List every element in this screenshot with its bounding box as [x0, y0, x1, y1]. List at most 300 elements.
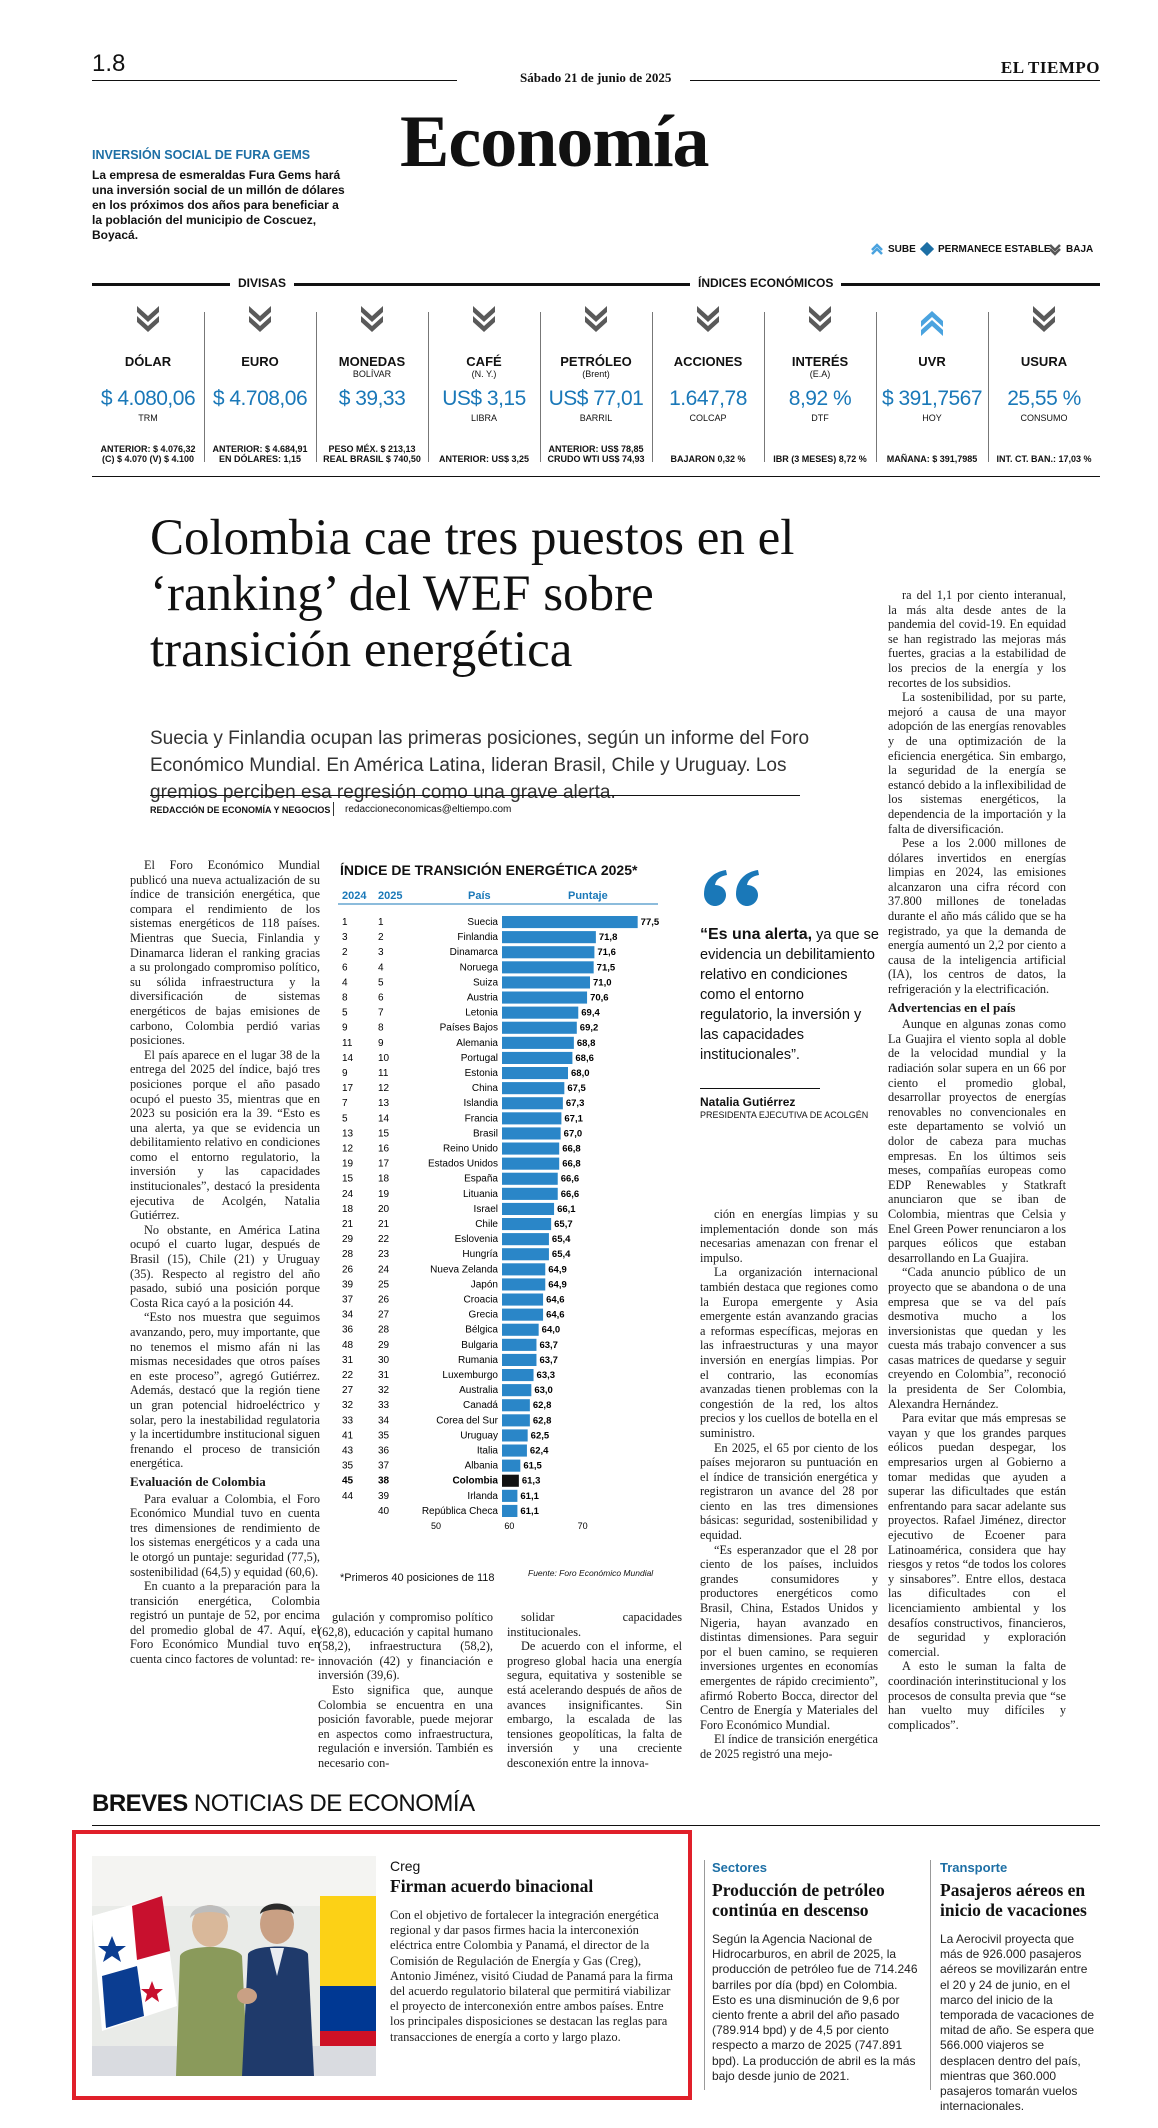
byline: REDACCIÓN DE ECONOMÍA Y NEGOCIOS — [150, 805, 331, 815]
chart-rank-2024: 6 — [342, 962, 348, 974]
quote-rule — [700, 1088, 820, 1089]
chart-bar — [502, 1263, 545, 1275]
indicator-name: MONEDAS — [338, 354, 406, 369]
page-number: 1.8 — [92, 50, 126, 77]
chart-value-label: 65,4 — [551, 1234, 571, 1246]
chart-value-label: 64,6 — [546, 1309, 565, 1321]
chart-rank-2024: 32 — [342, 1400, 354, 1412]
divisas-label: DIVISAS — [230, 276, 294, 290]
chart-country-label: Irlanda — [467, 1490, 498, 1502]
chart-bar — [502, 1309, 543, 1321]
chart-value-label: 63,3 — [536, 1370, 556, 1381]
indicator-separator — [764, 312, 765, 462]
chart-country-label: China — [471, 1083, 498, 1095]
chart-bar — [502, 1324, 539, 1336]
brief-third-kicker: Transporte — [940, 1860, 1008, 1875]
chart-bar — [502, 1475, 519, 1487]
chart-value-label: 70,6 — [590, 992, 609, 1004]
issue-date: Sábado 21 de junio de 2025 — [520, 70, 672, 85]
col1-paragraph: El Foro Económico Mundial publicó una nueva actualización de su índice de transición energética, que compara el rendimiento de los sistemas energéticos de 118 países. Mientras que Suecia, Finlandia y Dinamarca lideran el ranking gracias a su prolongado compromiso político, su sólida infraestructura y la diversificación de sistemas energéticos de bajas emisiones de carbono, Colombia perdió varias posiciones. — [130, 858, 320, 1048]
col2-paragraph: gulación y compromiso político (62,8), educación y capital humano (58,2), infraestructura (58,2), innovación (42) y financiación e inversión (39,6). — [318, 1610, 493, 1683]
indicator-value: 25,55 % — [1007, 387, 1081, 410]
chart-country-label: Letonia — [465, 1007, 498, 1019]
legend-up — [870, 242, 916, 256]
col5b-paragraph: Aunque en algunas zonas como La Guajira el viento sopla al doble de la velocidad mundial y la radiación solar supera en un 66 por ciento el promedio global, desarrollar proyectos de energías renovables no convencionales en este departamento se volvió un dolor de cabeza para muchas empresas. En los últimos seis meses, compañías europeas como EDP Renewables y Statkraft anunciaron que se iban de Colombia, mientras que Celsia y Enel Green Power renunciaron a los parques eólicos que estaban desarrollando en La Guajira. — [888, 1017, 1066, 1265]
indicator-usura — [988, 306, 1100, 464]
chart-rank-2025: 34 — [378, 1415, 390, 1427]
chart-rank-2025: 32 — [378, 1385, 390, 1397]
chart-bar — [502, 1067, 568, 1079]
chart-bar — [502, 1173, 558, 1185]
indicator-foot1: ANTERIOR: $ 4.684,91 — [212, 444, 308, 454]
chart-rank-2025: 19 — [378, 1188, 390, 1200]
chart-rank-2025: 5 — [378, 977, 384, 989]
chart-rank-2024: 29 — [342, 1234, 354, 1246]
chart-value-label: 63,0 — [534, 1385, 553, 1397]
col1b-paragraph: En cuanto a la preparación para la transición energética, Colombia registró un puntaje de 52, por encima del promedio global de 47. Aquí, el Foro Económico Mundial tuvo en cuenta cinco factores de voluntad: re- — [130, 1579, 320, 1667]
chart-rank-2024: 31 — [342, 1354, 354, 1366]
chart-rank-2025: 16 — [378, 1143, 390, 1155]
chart-value-label: 67,5 — [567, 1083, 586, 1095]
breves-rule — [92, 1825, 1100, 1826]
article-subhead: Suecia y Finlandia ocupan las primeras posiciones, según un informe del Foro Económico Mundial. En América Latina, lideran Brasil, Chile y Uruguay. Los gremios perciben esa regresión como una grave alerta. — [150, 728, 810, 803]
chart-country-label: Países Bajos — [439, 1022, 498, 1034]
indicator-unit: COLCAP — [689, 413, 727, 423]
brief-third-body: La Aerocivil proyecta que más de 926.000 pasajeros aéreos se movilizarán entre el 20 y 24 de junio, en el marco del inicio de la temporada de vacaciones de mitad de año. Se espera que 566.000 viajeros se desplacen dentro del país, mientras que 360.000 pasajeros tomarán vuelos internacionales. — [940, 1932, 1095, 2114]
indicator-name: CAFÉ — [466, 354, 502, 369]
col4-paragraph: En 2025, el 65 por ciento de los países mejoraron su puntuación en el índice de transición energética y registraron un avance del 28 por ciento en las tres dimensiones básicas: seguridad, sostenibilidad y equidad. — [700, 1440, 878, 1543]
chart-value-label: 61,1 — [520, 1505, 539, 1517]
fura-headline: INVERSIÓN SOCIAL DE FURA GEMS — [92, 148, 311, 162]
indicator-sub: (Brent) — [582, 369, 610, 379]
indicator-value: $ 4.080,06 — [100, 387, 196, 410]
chart-value-label: 68,6 — [575, 1052, 594, 1064]
chart-value-label: 61,3 — [521, 1475, 541, 1487]
chart-value-label: 64,9 — [548, 1264, 567, 1276]
article-column-2 — [318, 1610, 493, 1771]
chevron-down-icon — [693, 306, 723, 336]
chart-value-label: 67,0 — [563, 1128, 583, 1140]
col5-paragraph: ra del 1,1 por ciento interanual, la más alta desde antes de la pandemia del covid-19. En equidad se han registrado las mejoras más fuertes, gracias a la estabilidad de los precios de la energía y los recortes de los subsidios. — [888, 588, 1066, 690]
col2-paragraph: Esto significa que, aunque Colombia se encuentra en una posición favorable, puede mejorar en aspectos como infraestructura, regulación e inversión. También es necesario con- — [318, 1682, 493, 1770]
col5b-paragraph: “Cada anuncio público de un proyecto que se abandona o de una empresa que se va del país desmotiva mucho a los inversionistas que quedan y les cuesta más trabajo convencer a sus casas matrices de quedarse y seguir creyendo en Colombia”, reconoció la presidenta de Ser Colombia, Alexandra Hernández. — [888, 1265, 1066, 1411]
byline-email[interactable]: redaccioneconomicas@eltiempo.com — [345, 804, 512, 815]
chart-country-label: Australia — [459, 1385, 498, 1397]
strip-bottom-rule — [92, 476, 1100, 477]
chart-rank-2025: 35 — [378, 1430, 390, 1442]
chart-rank-2024: 45 — [342, 1475, 354, 1487]
chart-rank-2025: 38 — [378, 1475, 390, 1487]
indicator-separator — [204, 312, 205, 462]
indicator-name: EURO — [241, 354, 279, 369]
chart-column-header: Puntaje — [568, 890, 608, 902]
chart-country-label: Canadá — [462, 1400, 498, 1412]
article-column-4 — [700, 1207, 878, 1762]
chart-rank-2025: 33 — [378, 1400, 390, 1412]
indicator-petróleo — [540, 306, 652, 464]
pull-quote-rest: ya que se evidencia un debilitamiento relativo en condiciones como el entorno regulatorio, la inversión y las capacidades institucionales”. — [700, 927, 879, 1063]
chart-bar — [502, 1007, 578, 1019]
quote-author: Natalia Gutiérrez — [700, 1095, 796, 1109]
indicator-value: US$ 77,01 — [548, 387, 644, 410]
indices-label: ÍNDICES ECONÓMICOS — [690, 276, 841, 290]
chart-country-label: Noruega — [459, 962, 498, 974]
chart-value-label: 61,5 — [523, 1460, 542, 1472]
brief-second-title: Producción de petróleo continúa en descenso — [712, 1880, 885, 1920]
chart-country-label: Francia — [464, 1113, 498, 1125]
indicator-sub — [652, 369, 764, 379]
chart-country-label: Estonia — [464, 1068, 498, 1079]
chart-rank-2025: 17 — [378, 1158, 390, 1170]
brief-separator-1 — [704, 1860, 705, 2090]
legend-down-label: BAJA — [1066, 243, 1094, 255]
chart-value-label: 68,8 — [576, 1037, 596, 1049]
chart-bar — [502, 1218, 551, 1230]
chart-bar — [502, 1369, 534, 1381]
indicator-foot1: ANTERIOR: US$ 78,85 — [548, 444, 644, 454]
chart-rank-2024: 27 — [342, 1385, 354, 1397]
byline-divider — [333, 802, 334, 816]
indicator-name: UVR — [918, 354, 946, 369]
chart-title: ÍNDICE DE TRANSICIÓN ENERGÉTICA 2025* — [340, 862, 638, 878]
chart-country-label: Eslovenia — [454, 1234, 498, 1246]
chart-rank-2025: 11 — [378, 1068, 389, 1079]
col3-paragraph: De acuerdo con el informe, el progreso global hacia una energía segura, equitativa y sostenible se está acelerando después de años de avances insignificantes. Sin embargo, la escalada de las tensiones geopolíticas, la falta de inversión y una creciente desconexión entre la innova- — [507, 1639, 682, 1770]
header-rule-right — [690, 80, 1100, 81]
chart-bar — [502, 1384, 531, 1396]
chart-bar — [502, 1490, 517, 1502]
breves-title-rest: NOTICIAS DE ECONOMÍA — [193, 1790, 475, 1817]
chart-bar — [502, 1022, 577, 1034]
chart-rank-2024: 26 — [342, 1264, 354, 1276]
chevron-down-icon — [133, 306, 163, 336]
indicator-separator — [988, 312, 989, 462]
chart-country-label: Hungría — [462, 1249, 498, 1261]
chart-bar — [502, 961, 594, 973]
chart-column-header: 2025 — [378, 890, 403, 902]
chart-rank-2024: 12 — [342, 1143, 354, 1155]
chart-country-label: Finlandia — [457, 932, 498, 944]
chart-country-label: España — [464, 1173, 498, 1185]
chart-value-label: 64,6 — [546, 1294, 565, 1306]
legend-stable-label: PERMANECE ESTABLE — [938, 243, 1051, 255]
chart-rank-2024: 9 — [342, 1068, 348, 1079]
chart-rank-2024: 18 — [342, 1203, 354, 1215]
chart-bar — [502, 1112, 561, 1124]
chart-country-label: Portugal — [460, 1052, 498, 1064]
legend-up-label: SUBE — [888, 243, 916, 255]
chart-x-tick: 60 — [504, 1521, 515, 1531]
chart-rank-2024: 24 — [342, 1188, 354, 1200]
indicator-name: ACCIONES — [673, 354, 743, 369]
brief-separator-2 — [930, 1860, 931, 2090]
chart-rank-2025: 1 — [378, 917, 384, 928]
chart-country-label: Alemania — [456, 1037, 498, 1049]
chart-value-label: 61,1 — [520, 1490, 539, 1502]
chart-rank-2024: 37 — [342, 1294, 354, 1306]
chart-rank-2025: 15 — [378, 1128, 390, 1140]
chart-rank-2025: 22 — [378, 1234, 390, 1246]
chart-rank-2025: 27 — [378, 1309, 390, 1321]
indicator-sub: (N. Y.) — [471, 369, 497, 379]
chart-value-label: 68,0 — [571, 1068, 590, 1079]
chart-country-label: Italia — [476, 1445, 498, 1457]
chart-country-label: Uruguay — [460, 1430, 498, 1442]
chart-value-label: 71,5 — [596, 962, 616, 974]
indicator-sub — [876, 369, 988, 379]
byline-rule — [150, 795, 800, 796]
chart-bar — [502, 1097, 563, 1109]
chart-country-label: Rumania — [457, 1354, 498, 1366]
indicator-sub — [988, 369, 1100, 379]
indicator-value: $ 39,33 — [338, 387, 406, 410]
chart-country-label: Estados Unidos — [427, 1158, 498, 1170]
chart-bar — [502, 931, 596, 943]
chart-country-label: Chile — [475, 1219, 498, 1230]
chart-country-label: Corea del Sur — [436, 1415, 498, 1427]
indicator-name: INTERÉS — [791, 354, 849, 369]
chart-bar — [502, 1143, 559, 1155]
chart-value-label: 66,1 — [557, 1203, 576, 1215]
brief-main-kicker: Creg — [390, 1858, 421, 1874]
chart-source: Fuente: Foro Económico Mundial — [528, 1568, 654, 1578]
chart-country-label: Suecia — [467, 917, 498, 928]
chart-rank-2024: 19 — [342, 1158, 354, 1170]
square-icon — [920, 242, 934, 256]
chart-bar — [502, 1429, 528, 1441]
indicator-separator — [876, 312, 877, 462]
chart-bar — [502, 1354, 536, 1366]
indicator-euro — [204, 306, 316, 464]
indicator-unit: CONSUMO — [1020, 413, 1068, 423]
indicator-foot2: EN DÓLARES: 1,15 — [218, 454, 302, 464]
indicator-dólar — [92, 306, 204, 464]
col4-paragraph: ción en energías limpias y su implementación donde son más necesarias amenazan con frenar el impulso. — [700, 1207, 878, 1265]
indicator-value: $ 391,7567 — [881, 387, 983, 410]
chart-rank-2025: 2 — [378, 932, 384, 944]
chart-value-label: 66,6 — [560, 1173, 580, 1185]
indicator-unit: BARRIL — [579, 413, 613, 423]
col5b-paragraph: Para evitar que más empresas se vayan y que los grandes parques eólicos puedan despegar, los empresarios urgen al Gobierno a tomar medidas que ayuden a superar las dificultades que están enfrentando para sacar adelante sus proyectos. Rafael Jiménez, director ejecutivo de Ecoener para Latinoamérica, considera que hay riesgos y retos “de todos los colores y sinsabores”. Entre ellos, destaca las dificultades con el licenciamiento ambiental y los desafíos constructivos, financieros, de seguridad y exploración comercial. — [888, 1411, 1066, 1659]
chart-note: *Primeros 40 posiciones de 118 — [340, 1572, 495, 1584]
indicator-foot2: ANTERIOR: US$ 3,25 — [438, 454, 530, 464]
chart-rank-2024: 5 — [342, 1007, 348, 1019]
chart-value-label: 66,6 — [560, 1188, 580, 1200]
chart-bar — [502, 946, 594, 958]
chart-bar — [502, 1052, 572, 1064]
chart-column-header: 2024 — [342, 890, 367, 902]
chart-rank-2024: 33 — [342, 1415, 354, 1427]
indicator-sub: (E.A) — [809, 369, 831, 379]
chevron-down-icon — [469, 306, 499, 336]
chart-rank-2025: 8 — [378, 1022, 384, 1034]
chart-bar — [502, 1505, 517, 1517]
chart-country-label: Reino Unido — [442, 1143, 498, 1155]
chart-value-label: 65,4 — [551, 1249, 571, 1261]
chart-country-label: Albania — [464, 1460, 498, 1472]
legend-stable — [920, 242, 1051, 256]
chart-value-label: 77,5 — [640, 917, 660, 928]
section-title: Economía — [400, 101, 709, 183]
indicator-acciones — [652, 306, 764, 464]
chart-rank-2025: 13 — [378, 1098, 390, 1110]
chart-country-label: Japón — [470, 1279, 498, 1291]
chart-bar — [502, 1158, 559, 1170]
chart-rank-2024: 44 — [342, 1490, 354, 1502]
chart-rank-2025: 39 — [378, 1490, 390, 1502]
chart-value-label: 63,7 — [539, 1339, 558, 1351]
chart-value-label: 66,8 — [562, 1143, 581, 1155]
chart-rank-2025: 36 — [378, 1445, 390, 1457]
indicator-unit: HOY — [922, 413, 942, 423]
chart-country-label: Nueva Zelanda — [430, 1264, 498, 1276]
chart-country-label: Grecia — [468, 1309, 498, 1321]
chart-value-label: 66,8 — [562, 1158, 581, 1170]
chart-rank-2025: 24 — [378, 1264, 390, 1276]
chart-rank-2024: 13 — [342, 1128, 354, 1140]
chart-rank-2025: 9 — [378, 1037, 384, 1049]
chart-rank-2024: 9 — [342, 1022, 348, 1034]
indicator-value: 1.647,78 — [669, 387, 747, 410]
chart-x-tick: 70 — [577, 1521, 588, 1531]
chart-bar — [502, 916, 638, 928]
chart-value-label: 69,2 — [579, 1022, 599, 1034]
brief-main-body: Con el objetivo de fortalecer la integración energética regional y dar pasos firmes hacia la interconexión eléctrica entre Colombia y Panamá, el director de la Comisión de Regulación de Energía y Gas (Creg), Antonio Jiménez, visitó Ciudad de Panamá para la firma del acuerdo regulatorio bilateral que permitirá viabilizar el proyecto de interconexión entre ambos países. Entre los principales disposiciones se destacan las reglas para transacciones de energía a corto y largo plazo. — [390, 1908, 673, 2044]
chart-value-label: 71,6 — [597, 947, 616, 959]
indicator-foot1: PESO MÉX. $ 213,13 — [328, 444, 416, 454]
chart-rank-2025: 29 — [378, 1339, 390, 1351]
indicator-foot2: INT. CT. BAN.: 17,03 % — [996, 454, 1092, 464]
chart-value-label: 71,0 — [593, 977, 612, 989]
chart-country-label: Colombia — [452, 1475, 498, 1487]
chart-rank-2025: 40 — [378, 1505, 390, 1517]
chart-bar — [502, 976, 590, 988]
chart-bar — [502, 1037, 574, 1049]
indicator-name: DÓLAR — [124, 354, 172, 369]
chart-rank-2024: 11 — [342, 1037, 353, 1049]
chart-rank-2024: 48 — [342, 1339, 354, 1351]
chart-bar — [502, 1460, 520, 1472]
chart-rank-2024: 5 — [342, 1113, 348, 1125]
indicator-foot2: REAL BRASIL $ 740,50 — [323, 454, 421, 464]
chart-rank-2024: 2 — [342, 947, 348, 959]
brief-main-title: Firman acuerdo binacional — [390, 1876, 594, 1896]
chart-column-header: País — [468, 890, 491, 902]
chart-value-label: 65,7 — [554, 1219, 573, 1230]
chart-rank-2025: 31 — [378, 1370, 390, 1381]
chevron-down-icon — [357, 306, 387, 336]
chart-rank-2024: 22 — [342, 1370, 354, 1381]
chart-bar — [502, 1203, 554, 1215]
col1-paragraph: No obstante, en América Latina ocupó el cuarto lugar, después de Brasil (15), Chile (21) y Uruguay (35). Respecto al registro del año pasado, subió una posición porque Costa Rica cayó a la posición 44. — [130, 1222, 320, 1310]
indicator-name: USURA — [1020, 354, 1068, 369]
chart-value-label: 67,1 — [564, 1113, 583, 1125]
chart-value-label: 64,0 — [541, 1324, 561, 1336]
chart-rank-2025: 3 — [378, 947, 384, 959]
chart-bar — [502, 1294, 543, 1306]
chart-country-label: Israel — [473, 1203, 498, 1215]
chart-bar — [502, 1278, 545, 1290]
quote-author-role: PRESIDENTA EJECUTIVA DE ACOLGÉN — [700, 1110, 869, 1120]
chart-country-label: Lituania — [462, 1188, 498, 1200]
chart-rank-2024: 7 — [342, 1098, 348, 1110]
col5-paragraph: Pese a los 2.000 millones de dólares invertidos en energías limpias en 2024, las emisiones alcanzaron una cifra récord con 37.800 millones de toneladas durante el año más cálido que se ha registrado, ya que la demanda de energía aumentó un 2,2 por ciento a causa de la inteligencia artificial (IA), los centros de datos, la refrigeración y la electrificación. — [888, 836, 1066, 997]
chart-bar — [502, 1414, 530, 1426]
chart-country-label: Luxemburgo — [442, 1370, 498, 1381]
col3-paragraph: solidar capacidades institucionales. — [507, 1610, 682, 1639]
chart-rank-2025: 7 — [378, 1007, 384, 1019]
header-rule-left — [92, 80, 457, 81]
chart-rank-2025: 37 — [378, 1460, 390, 1472]
chart-country-label: Austria — [466, 992, 498, 1004]
chart-country-label: Brasil — [472, 1128, 498, 1140]
article-column-1 — [130, 858, 320, 1667]
chevron-down-icon — [805, 306, 835, 336]
chart-rank-2024: 41 — [342, 1430, 354, 1442]
indicator-value: 8,92 % — [788, 387, 852, 410]
breves-title — [92, 1790, 475, 1818]
indicator-foot1: ANTERIOR: $ 4.076,32 — [100, 444, 196, 454]
chart-value-label: 62,8 — [532, 1415, 552, 1427]
chevron-down-icon — [1029, 306, 1059, 336]
chart-rank-2024: 35 — [342, 1460, 354, 1472]
chart-bar — [502, 1339, 536, 1351]
brief-second-kicker: Sectores — [712, 1860, 767, 1875]
chart-rank-2025: 26 — [378, 1294, 390, 1306]
brief-third-title: Pasajeros aéreos en inicio de vacaciones — [940, 1880, 1087, 1920]
chart-country-label: Croacia — [463, 1294, 498, 1306]
brief-second-body: Según la Agencia Nacional de Hidrocarburos, en abril de 2025, la producción de petróleo fue de 714.246 barriles por día (bpd) en Colombia. Esto es una disminución de 9,6 por ciento frente a abril del año pasado (789.914 bpd) y de 4,5 por ciento respecto a marzo de 2025 (747.891 bpd). La producción de abril es la más bajo desde junio de 2021. — [712, 1932, 918, 2083]
indicator-uvr — [876, 306, 988, 464]
chevron-down-icon — [1048, 242, 1062, 256]
chart-rank-2025: 25 — [378, 1279, 390, 1291]
chart-rank-2025: 6 — [378, 992, 384, 1004]
chart-rank-2025: 23 — [378, 1249, 390, 1261]
indicator-foot2: MAÑANA: $ 391,7985 — [886, 454, 978, 464]
chevron-up-icon — [917, 306, 947, 336]
breves-title-bold: BREVES — [92, 1790, 188, 1817]
legend-down — [1048, 242, 1093, 256]
chart-rank-2025: 10 — [378, 1052, 390, 1064]
chart-rank-2024: 17 — [342, 1083, 354, 1095]
article-headline: Colombia cae tres puestos en el ‘ranking’ del WEF sobre transición energética — [150, 510, 795, 678]
chevron-down-icon — [581, 306, 611, 336]
fura-body: La empresa de esmeraldas Fura Gems hará una inversión social de un millón de dólares en los próximos dos años para beneficiar a la población del municipio de Coscuez, Boyacá. — [92, 168, 345, 242]
signing-photo — [92, 1856, 376, 2076]
chart-country-label: República Checa — [421, 1505, 498, 1517]
indicator-separator — [428, 312, 429, 462]
energy-transition-chart — [338, 885, 668, 1545]
col5b-paragraph: A esto le suman la falta de coordinación interinstitucional y los procesos de consulta previa que “se han vuelto muy difíciles y complicados”. — [888, 1659, 1066, 1732]
chart-rank-2025: 21 — [378, 1219, 390, 1230]
chart-value-label: 64,9 — [548, 1279, 567, 1291]
chart-rank-2024: 1 — [342, 917, 348, 928]
indicator-value: US$ 3,15 — [442, 387, 526, 410]
subhead-advertencias: Advertencias en el país — [888, 999, 1016, 1015]
pull-quote-lead: “Es una alerta, — [700, 926, 813, 943]
chart-country-label: Islandia — [463, 1098, 498, 1110]
chart-rank-2025: 28 — [378, 1324, 390, 1336]
chart-value-label: 67,3 — [565, 1098, 585, 1110]
chart-bar — [502, 1188, 558, 1200]
chart-bar — [502, 1248, 549, 1260]
chart-rank-2025: 14 — [378, 1113, 390, 1125]
article-column-5 — [888, 588, 1066, 1732]
chart-bar — [502, 992, 587, 1004]
chart-x-tick: 50 — [430, 1521, 442, 1531]
chart-rank-2024: 8 — [342, 992, 348, 1004]
chart-rank-2024: 15 — [342, 1173, 354, 1185]
